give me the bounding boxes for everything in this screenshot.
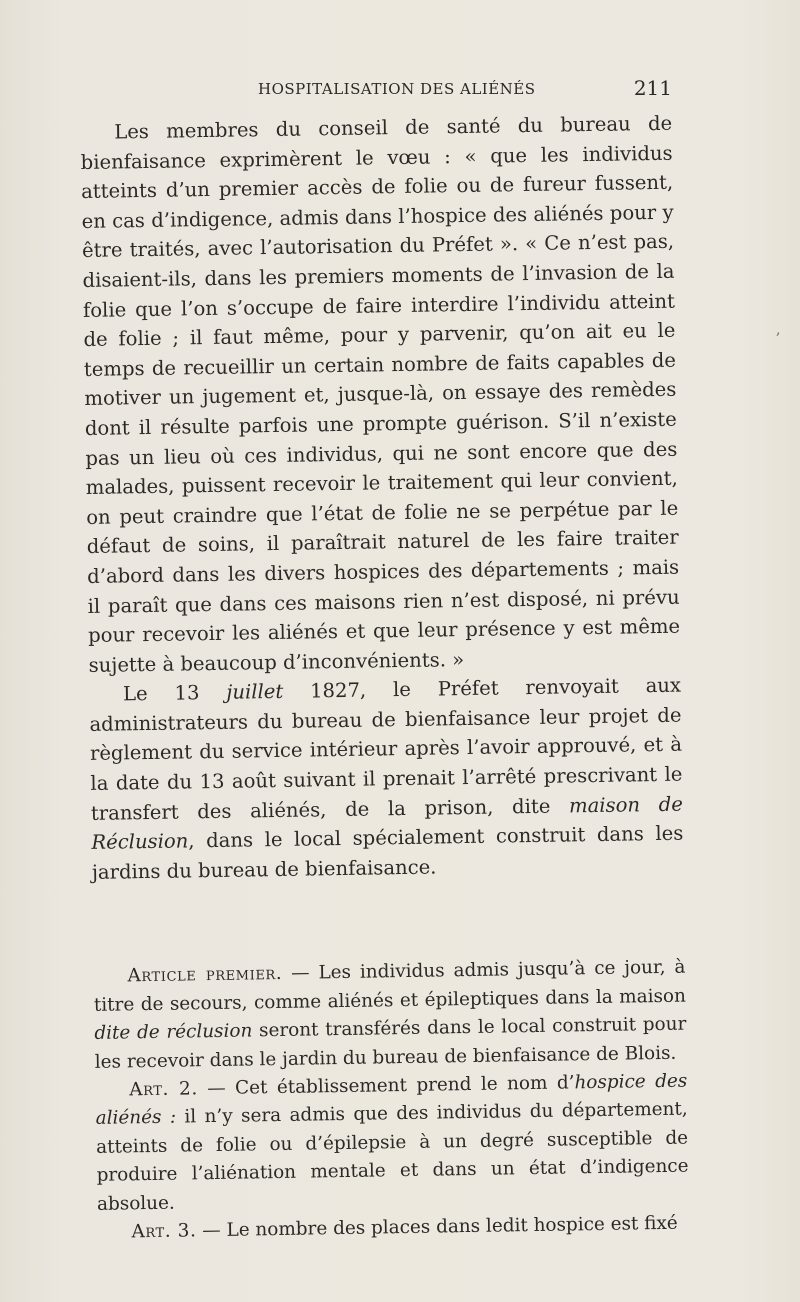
running-title: HOSPITALISATION DES ALIÉNÉS	[258, 80, 536, 98]
article-1-label: Article premier.	[127, 963, 283, 987]
article-2-label: Art. 2.	[129, 1078, 198, 1101]
article-2-italic: hospice des aliénés :	[95, 1070, 688, 1130]
section-gap	[92, 878, 685, 963]
p2-text-a: Le 13	[122, 681, 227, 706]
p2-text-b: 1827, le Préfet renvoyait aux administrateurs du bureau de bienfaisance leur projet de règlement du service intérieur après l’avoir approuvé, et à la date du 13 août suivant il prenait l’arrêté prescrivant le transfert des aliénés, de la prison, dite	[89, 673, 683, 825]
article-1-italic: dite de réclusion	[94, 1020, 253, 1045]
article-3-label: Art. 3.	[131, 1220, 197, 1243]
margin-mark: ,	[776, 322, 781, 338]
article-2	[95, 1068, 689, 1219]
article-1	[93, 954, 687, 1077]
paragraph-council-wish: Les membres du conseil de santé du bureau de bienfaisance exprimèrent le vœu : « que les individus atteints d’un premier accès de folie ou de fureur fussent, en cas d’indigence, admis dans l’hospice des aliénés pour y être traités, avec l’autorisation du Préfet ». « Ce n’est pas, disaient-ils, dans les premiers moments de l’invasion de la folie que l’on s’occupe de faire interdire l’individu atteint de folie ; il faut même, pour y parvenir, qu’on ait eu le temps de recueillir un certain nombre de faits capables de motiver un jugement et, jusque-là, on essaye des remèdes dont il résulte parfois une prompte guérison. S’il n’existe pas un lieu où ces individus, qui ne sont encore que des malades, puissent recevoir le traitement qui leur convient, on peut craindre que l’état de folie ne se perpétue par le défaut de soins, il paraîtrait naturel de les faire traiter d’abord dans les divers hospices des départements ; mais il paraît que dans ces maisons rien n’est disposé, ni prévu pour recevoir les aliénés et que leur présence y est même sujette à beaucoup d’inconvénients. »	[80, 111, 681, 677]
page-header	[80, 76, 672, 106]
p2-italic-date: juillet	[226, 680, 284, 705]
body-text	[80, 109, 690, 1248]
article-1-text-b: seront transférés dans le local construit pour les recevoir dans le jardin du bureau de bienfaisance de Blois.	[94, 1013, 687, 1073]
article-2-text-a: — Cet établissement prend le nom d’	[197, 1072, 575, 1100]
p2-italic-name: maison de Réclusion	[91, 792, 684, 855]
p2-text-c: , dans le local spécialement construit dans les jardins du bureau de bienfaisance.	[91, 821, 684, 884]
paragraph-prefect-order	[89, 671, 684, 887]
article-2-text-b: il n’y sera admis que des individus du département, atteints de folie ou d’épilepsie à un degré susceptible de produire l’aliénation mentale et dans un état d’indigence absolue.	[96, 1099, 689, 1215]
article-1-text-a: — Les individus admis jusqu’à ce jour, à titre de secours, comme aliénés et épileptiques dans la maison	[93, 957, 687, 1016]
page-number: 211	[633, 76, 672, 100]
article-3-text-a: — Le nombre des places dans ledit hospice est fixé	[196, 1212, 678, 1242]
